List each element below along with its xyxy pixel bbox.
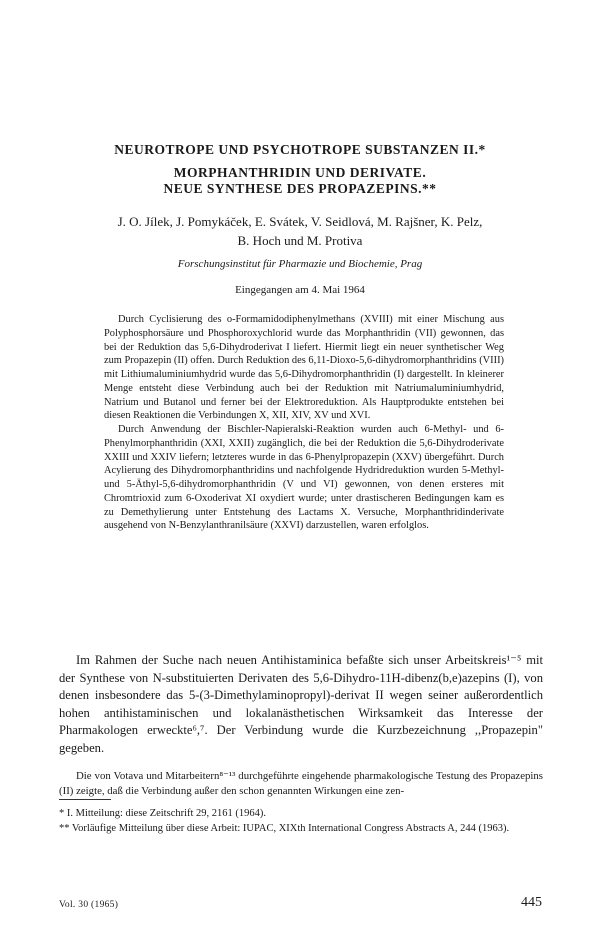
article-series-title: NEUROTROPE UND PSYCHOTROPE SUBSTANZEN II.* [114,142,486,157]
author-line-1: J. O. Jílek, J. Pomykáček, E. Svátek, V. Seidlová, M. Rajšner, K. Pelz, [117,214,483,229]
abstract-paragraph-2: Durch Anwendung der Bischler-Napieralski-Reaktion wurden auch 6-Methyl- und 6-Phenylmorphanthridin (XXI, XXII) zugänglich, die bei der Reduktion die 5,6-Dihydroderivate XXIII und XXIV liefern; letzteres wurde in das 6-Phenylpropazepin (XXV) übergeführt. Durch Acylierung des Dihydromorphanthridins und nachfolgende Hydridreduktion wurden 5-Methyl- und 5-Äthyl-5,6-dihydromorphanthridin (V und VI) gewonnen, von denen ersteres mit Chromtrioxid zum 6-Oxoderivat XI oxydiert wurde; unter drastischeren Bedingungen kam es zu Demethylierung unter Entstehung des Lactams X. Versuche, Morphanthridinderivate ausgehend von N-Benzylanthranilsäure (XXVI) darzustellen, waren erfolglos. [104,424,504,532]
volume-label: Vol. 30 (1965) [59,900,119,910]
article-subtitle: NEUE SYNTHESE DES PROPAZEPINS.** [163,181,437,196]
body-text-continued [59,769,543,798]
author-list [40,212,560,250]
body-text [59,652,543,758]
abstract-paragraph-1: Durch Cyclisierung des o-Formamidodiphenylmethans (XVIII) mit einer Mischung aus Polyphosphorsäure und Phosphoroxychlorid wurde das Morphanthridin (VII) gewonnen, das bei der Reduktion das 5,6-Dihydroderivat I liefert. Hiermit liegt ein neuer synthetischer Weg zum Propazepin (II) offen. Durch Reduktion des 6,11-Dioxo-5,6-dihydromorphanthridins (VIII) mit Lithiumaluminiumhydrid wurde das 5,6-Dihydromorphanthridin (I) dargestellt. In kleinerer Menge entsteht diese Verbindung auch bei der Reduktion mit Natriumaluminiumhydrid, Natrium und Butanol und ferner bei der Elektroreduktion. Als Hauptprodukte entstehen bei diesen Reaktionen die Verbindungen X, XII, XIV, XV und XVI. [104,314,504,422]
abstract [104,313,504,533]
footnotes [59,806,543,836]
received-date: Eingegangen am 4. Mai 1964 [235,284,365,296]
article-title: MORPHANTHRIDIN UND DERIVATE. [173,165,427,180]
body-paragraph-1: Im Rahmen der Suche nach neuen Antihistaminica befaßte sich unser Arbeitskreis¹⁻⁵ mit der Synthese von N-substituierten Derivaten des 5,6-Dihydro-11H-dibenz(b,e)azepins (I), von denen insbesondere das 5-(3-Dimethylaminopropyl)-derivat II wegen seiner außerordentlich hohen antihistaminischen und lokalanästhetischen Wirksamkeit das Interesse der Pharmakologen erweckte⁶,⁷. Der Verbindung wurde die Kurzbezeichnung ,,Propazepin" gegeben. [59,653,543,755]
affiliation: Forschungsinstitut für Pharmazie und Biochemie, Prag [177,258,423,270]
footnote-1: * I. Mitteilung: diese Zeitschrift 29, 2161 (1964). [59,808,267,819]
footnote-2: ** Vorläufige Mitteilung über diese Arbeit: IUPAC, XIXth International Congress Abstracts A, 244 (1963). [59,823,510,834]
author-line-2: B. Hoch und M. Protiva [237,233,363,248]
body-paragraph-2: Die von Votava und Mitarbeitern⁸⁻¹³ durchgeführte eingehende pharmakologische Testung des Propazepins (II) zeigte, daß die Verbindung außer den schon genannten Wirkungen eine zen- [59,770,543,797]
page-number: 445 [521,895,542,910]
footnote-divider [59,799,111,800]
